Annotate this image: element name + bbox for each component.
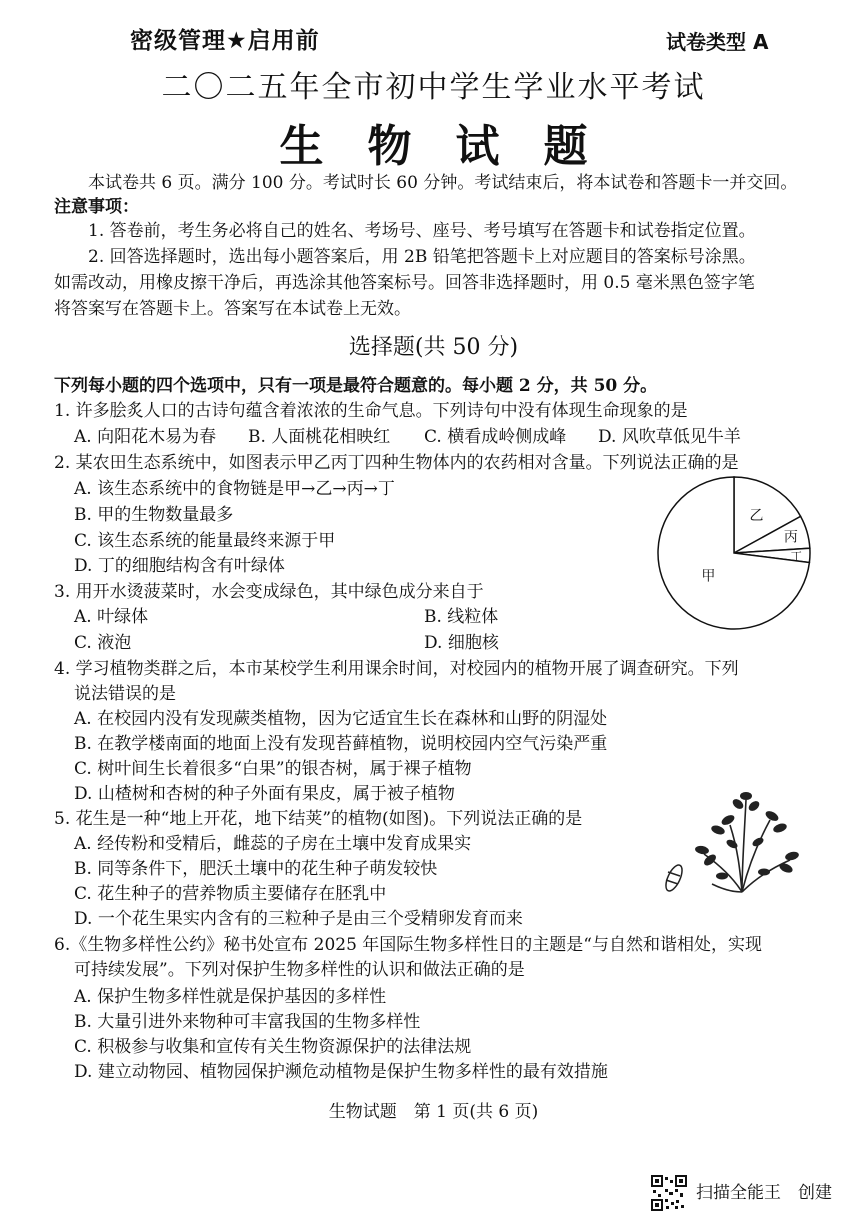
q1-option-c: C. 横看成岭侧成峰 [424, 427, 567, 447]
notice-item-2: 2. 回答选择题时，选出每小题答案后，用 2B 铅笔把答题卡上对应题目的答案标号涂黑。 [88, 247, 756, 267]
q3-option-a: A. 叶绿体 [74, 607, 149, 627]
q4-option-b: B. 在教学楼南面的地面上没有发现苔藓植物，说明校园内空气污染严重 [74, 734, 608, 754]
q2-option-b: B. 甲的生物数量最多 [74, 505, 234, 525]
q3-option-b: B. 线粒体 [424, 607, 499, 627]
q4-stem: 4. 学习植物类群之后，本市某校学生利用课余时间，对校园内的植物开展了调查研究。下列 [54, 659, 739, 679]
q1-option-a: A. 向阳花木易为春 [74, 427, 217, 447]
q4-option-d: D. 山楂树和杏树的种子外面有果皮，属于被子植物 [74, 784, 455, 804]
q5-stem: 5. 花生是一种“地上开花，地下结荚”的植物(如图)。下列说法正确的是 [54, 809, 583, 829]
qr-code-icon [651, 1175, 687, 1211]
q6-option-a: A. 保护生物多样性就是保护基因的多样性 [74, 987, 387, 1007]
q5-option-b: B. 同等条件下，肥沃土壤中的花生种子萌发较快 [74, 859, 438, 879]
q1-option-b: B. 人面桃花相映红 [248, 427, 391, 447]
q1-option-d: D. 风吹草低见牛羊 [598, 427, 741, 447]
q6-stem: 6.《生物多样性公约》秘书处宣布 2025 年国际生物多样性日的主题是“与自然和谐相处，实现 [54, 935, 762, 955]
q2-option-a: A. 该生态系统中的食物链是甲→乙→丙→丁 [74, 479, 395, 499]
section-instruction: 下列每小题的四个选项中，只有一项是最符合题意的。每小题 2 分，共 50 分。 [54, 376, 658, 396]
q6-option-c: C. 积极参与收集和宣传有关生物资源保护的法律法规 [74, 1037, 472, 1057]
q6-option-d: D. 建立动物园、植物园保护濒危动植物是保护生物多样性的最有效措施 [74, 1062, 608, 1082]
pie-label-甲: 甲 [701, 568, 716, 585]
q2-option-d: D. 丁的细胞结构含有叶绿体 [74, 556, 285, 576]
notice-item-1: 1. 答卷前，考生务必将自己的姓名、考场号、座号、考号填写在答题卡和试卷指定位置。 [88, 221, 756, 241]
q3-stem: 3. 用开水烫菠菜时，水会变成绿色，其中绿色成分来自于 [54, 582, 484, 602]
page-footer: 生物试题 第 1 页(共 6 页) [328, 1102, 539, 1122]
q4-option-a: A. 在校园内没有发现蕨类植物，因为它适宜生长在森林和山野的阴湿处 [74, 709, 608, 729]
q6-option-b: B. 大量引进外来物种可丰富我国的生物多样性 [74, 1012, 421, 1032]
notice-item-2-cont: 如需改动，用橡皮擦干净后，再选涂其他答案标号。回答非选择题时，用 0.5 毫米黑色签字笔 [54, 273, 755, 293]
q5-option-a: A. 经传粉和受精后，雌蕊的子房在土壤中发育成果实 [74, 834, 472, 854]
q3-option-c: C. 液泡 [74, 633, 132, 653]
q6-stem-cont: 可持续发展”。下列对保护生物多样性的认识和做法正确的是 [74, 960, 525, 980]
q2-option-c: C. 该生态系统的能量最终来源于甲 [74, 531, 336, 551]
notice-item-2-end: 将答案写在答题卡上。答案写在本试卷上无效。 [54, 299, 411, 319]
q4-stem-cont: 说法错误的是 [74, 684, 176, 704]
q1-stem: 1. 许多脍炙人口的古诗句蕴含着浓浓的生命气息。下列诗句中没有体现生命现象的是 [54, 401, 688, 421]
section-title: 选择题(共 50 分) [348, 335, 519, 360]
pie-label-乙: 乙 [749, 508, 764, 525]
paper-type-label: 试卷类型 A [666, 30, 769, 54]
exam-title: 二〇二五年全市初中学生学业水平考试 [161, 70, 706, 105]
peanut-plant-illustration [660, 780, 820, 895]
q3-option-d: D. 细胞核 [424, 633, 499, 653]
pie-label-丙: 丙 [783, 529, 798, 546]
subject-title: 生物试题 [279, 121, 632, 172]
q2-stem: 2. 某农田生态系统中，如图表示甲乙丙丁四种生物体内的农药相对含量。下列说法正确的是 [54, 453, 739, 473]
q5-option-d: D. 一个花生果实内含有的三粒种子是由三个受精卵发育而来 [74, 909, 523, 929]
q4-option-c: C. 树叶间生长着很多“白果”的银杏树，属于裸子植物 [74, 759, 472, 779]
intro-text: 本试卷共 6 页。满分 100 分。考试时长 60 分钟。考试结束后，将本试卷和答题卡一并交回。 [88, 173, 798, 193]
q5-option-c: C. 花生种子的营养物质主要储存在胚乳中 [74, 884, 387, 904]
pie-label-丁: 丁 [790, 549, 802, 563]
confidential-label: 密级管理★启用前 [130, 28, 320, 54]
notice-title: 注意事项： [54, 197, 139, 217]
scanner-watermark: 扫描全能王 创建 [696, 1183, 832, 1203]
pesticide-pie-chart [654, 473, 814, 633]
